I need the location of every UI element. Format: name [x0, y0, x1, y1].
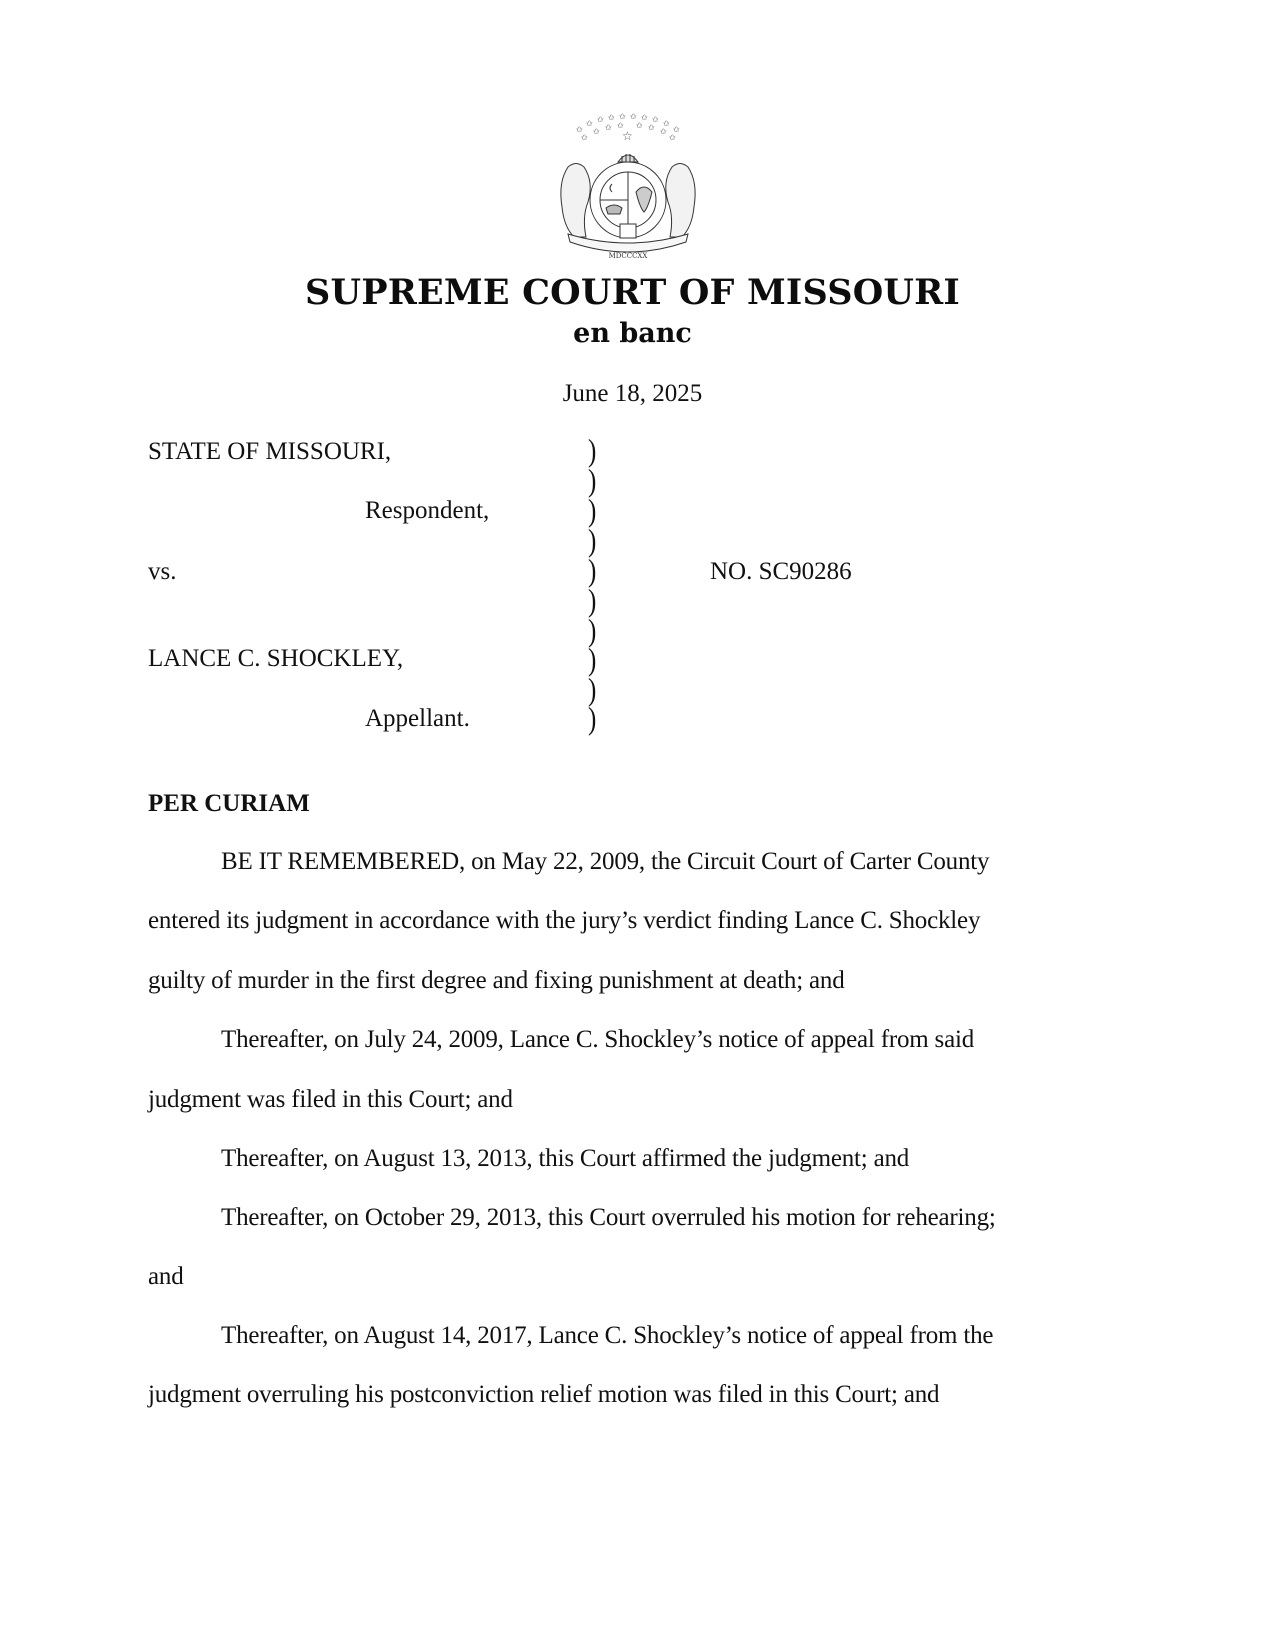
- body-line: guilty of murder in the first degree and fixing punishment at death; and: [148, 967, 845, 994]
- opinion-heading: PER CURIAM: [148, 790, 310, 817]
- body-line: entered its judgment in accordance with the jury’s verdict finding Lance C. Shockley: [148, 907, 981, 934]
- svg-text:✩: ✩: [660, 127, 667, 136]
- body-line: Thereafter, on August 13, 2013, this Court affirmed the judgment; and: [221, 1145, 910, 1172]
- caption-paren: ): [588, 494, 597, 529]
- svg-text:✩: ✩: [576, 125, 583, 134]
- plaintiff-name: STATE OF MISSOURI,: [148, 438, 392, 465]
- court-name: SUPREME COURT OF MISSOURI: [305, 272, 960, 313]
- svg-text:✩: ✩: [581, 133, 588, 142]
- svg-text:✩: ✩: [605, 123, 612, 132]
- defendant-name: LANCE C. SHOCKLEY,: [148, 645, 404, 672]
- caption-paren: ): [588, 554, 597, 589]
- caption-paren: ): [588, 524, 597, 559]
- versus-label: vs.: [148, 558, 177, 585]
- missouri-state-seal: [548, 112, 708, 262]
- body-line: Thereafter, on October 29, 2013, this Court overruled his motion for rehearing;: [221, 1204, 996, 1231]
- svg-text:✩: ✩: [652, 115, 659, 124]
- svg-text:✩: ✩: [648, 123, 655, 132]
- defendant-role: Appellant.: [365, 705, 470, 732]
- svg-text:✩: ✩: [597, 115, 604, 124]
- caption-paren: ): [588, 702, 597, 737]
- body-line: and: [148, 1263, 184, 1290]
- case-number: NO. SC90286: [710, 558, 852, 585]
- caption-paren: ): [588, 464, 597, 499]
- caption-paren: ): [588, 643, 597, 678]
- body-line: Thereafter, on July 24, 2009, Lance C. Shockley’s notice of appeal from said: [221, 1026, 975, 1053]
- body-line: Thereafter, on August 14, 2017, Lance C. Shockley’s notice of appeal from the: [221, 1322, 994, 1349]
- svg-text:✩: ✩: [617, 121, 624, 130]
- svg-text:✩: ✩: [630, 112, 637, 121]
- svg-text:✩: ✩: [641, 113, 648, 122]
- caption-paren: ): [588, 584, 597, 619]
- body-line: judgment overruling his postconviction relief motion was filed in this Court; and: [148, 1381, 940, 1408]
- body-line: judgment was filed in this Court; and: [148, 1086, 513, 1113]
- svg-text:✩: ✩: [619, 112, 626, 121]
- seal-icon: [548, 112, 708, 262]
- caption-paren: ): [588, 673, 597, 708]
- svg-text:✩: ✩: [669, 133, 676, 142]
- svg-text:✩: ✩: [586, 119, 593, 128]
- decision-date: June 18, 2025: [562, 380, 703, 407]
- plaintiff-role: Respondent,: [365, 497, 490, 524]
- svg-text:✩: ✩: [673, 125, 680, 134]
- svg-text:✩: ✩: [608, 113, 615, 122]
- svg-text:✩: ✩: [636, 121, 643, 130]
- svg-text:☆: ☆: [622, 129, 633, 143]
- body-line: BE IT REMEMBERED, on May 22, 2009, the Circuit Court of Carter County: [221, 848, 990, 875]
- caption-paren: ): [588, 434, 597, 469]
- svg-text:✩: ✩: [663, 119, 670, 128]
- svg-text:MDCCCXX: MDCCCXX: [608, 252, 648, 260]
- caption-paren: ): [588, 614, 597, 649]
- svg-text:✩: ✩: [593, 127, 600, 136]
- en-banc-subtitle: en banc: [573, 318, 692, 349]
